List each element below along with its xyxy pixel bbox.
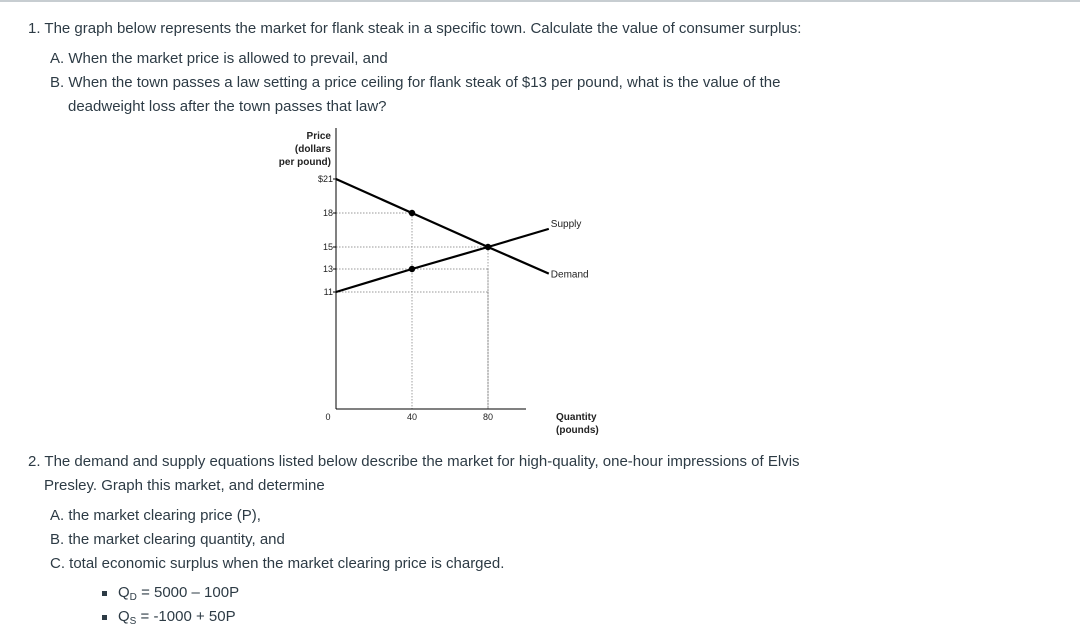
q2-stem-line2: Presley. Graph this market, and determine: [44, 477, 325, 494]
q1-part-b-line2: deadweight loss after the town passes that law?: [68, 98, 387, 115]
y-axis-label-line: Price: [306, 131, 331, 142]
y-axis-label: [279, 131, 332, 168]
y-tick-label: 11: [323, 287, 333, 297]
eq-d-q: Q: [118, 584, 130, 601]
series-labels: [551, 219, 589, 281]
q1-part-b-line1: B. When the town passes a law setting a price ceiling for flank steak of $13 per pound, what is the value of the: [50, 74, 781, 91]
axes: [336, 128, 526, 409]
q2-part-b: B. the market clearing quantity, and: [50, 531, 285, 548]
x-axis-label: [556, 412, 599, 436]
q2-part-c: C. total economic surplus when the market clearing price is charged.: [50, 555, 505, 572]
bullet-icon: [102, 615, 107, 620]
supply-equation: [118, 608, 236, 631]
eq-d-rhs: = 5000 – 100P: [136, 584, 240, 601]
q2-stem-line1: 2. The demand and supply equations listed below describe the market for high-quality, one-hour impressions of Elvis: [28, 453, 800, 470]
eq-s-sub: S: [129, 616, 137, 627]
x-tick-label: 40: [406, 412, 418, 422]
eq-d-sub: D: [129, 592, 137, 603]
x-axis-label-line: (pounds): [556, 425, 599, 436]
q1-stem: 1. The graph below represents the market for flank steak in a specific town. Calculate the value of consumer surplus:: [28, 20, 802, 37]
data-point: [485, 244, 491, 250]
q2-part-a: A. the market clearing price (P),: [50, 507, 261, 524]
eq-s-rhs: = -1000 + 50P: [136, 608, 236, 625]
guide-lines: [336, 213, 488, 409]
y-tick-label: 18: [322, 208, 333, 218]
x-tick-label: 80: [482, 412, 494, 422]
data-point: [409, 266, 415, 272]
bullet-icon: [102, 591, 107, 596]
y-tick-label: 13: [322, 264, 333, 274]
y-tick-label: $21: [317, 174, 333, 184]
data-point: [409, 210, 415, 216]
demand-label: Demand: [550, 269, 589, 281]
data-points: [409, 210, 491, 272]
x-tick-label: 0: [325, 412, 331, 422]
supply-label: Supply: [550, 218, 582, 230]
q1-part-a: A. When the market price is allowed to prevail, and: [50, 50, 388, 67]
x-axis-label-line: Quantity: [556, 412, 597, 423]
demand-equation: [118, 584, 239, 607]
series-lines: [336, 179, 549, 292]
y-axis-label-line: (dollars: [294, 144, 331, 155]
eq-s-q: Q: [118, 608, 130, 625]
y-axis-label-line: per pound): [278, 157, 331, 168]
y-tick-label: 15: [322, 242, 333, 252]
